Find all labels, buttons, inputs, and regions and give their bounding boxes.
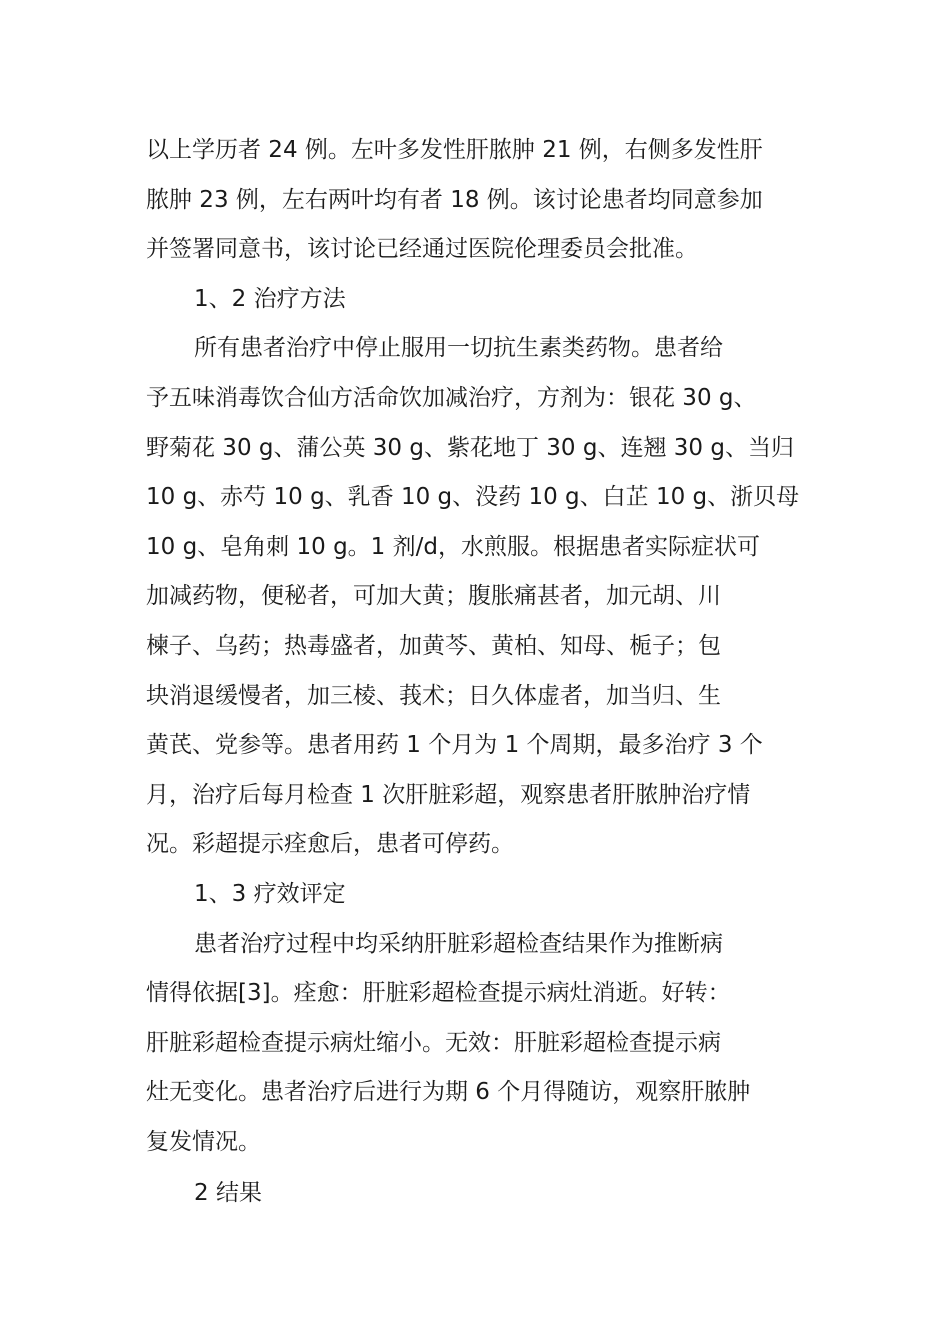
- text-line: 以上学历者 24 例。左叶多发性肝脓肿 21 例，右侧多发性肝: [146, 137, 763, 163]
- text-line: 灶无变化。患者治疗后进行为期 6 个月得随访，观察肝脓肿: [146, 1079, 751, 1106]
- text-line: 10 g、赤芍 10 g、乳香 10 g、没药 10 g、白芷 10 g、浙贝母: [146, 484, 800, 511]
- document-body: [146, 126, 811, 1219]
- text-line: 予五味消毒饮合仙方活命饮加减治疗，方剂为：银花 30 g、: [146, 384, 757, 411]
- text-line: 加减药物，便秘者，可加大黄；腹胀痛甚者，加元胡、川: [146, 583, 721, 610]
- text-line: 楝子、乌药；热毒盛者，加黄芩、黄柏、知母、栀子；包: [146, 632, 721, 659]
- text-line: 块消退缓慢者，加三棱、莪术；日久体虚者，加当归、生: [146, 682, 721, 709]
- text-line: 复发情况。: [146, 1128, 261, 1155]
- text-line: 患者治疗过程中均采纳肝脏彩超检查结果作为推断病: [194, 930, 723, 957]
- text-line: 肝脏彩超检查提示病灶缩小。无效：肝脏彩超检查提示病: [146, 1029, 721, 1056]
- text-line: 脓肿 23 例，左右两叶均有者 18 例。该讨论患者均同意参加: [146, 186, 763, 213]
- section-heading: 2 结果: [194, 1180, 262, 1207]
- text-line: 野菊花 30 g、蒲公英 30 g、紫花地丁 30 g、连翘 30 g、当归: [146, 434, 794, 461]
- text-line: 并签署同意书，该讨论已经通过医院伦理委员会批准。: [146, 236, 698, 263]
- text-line: 10 g、皂角刺 10 g。1 剂/d，水煎服。根据患者实际症状可: [146, 533, 760, 560]
- section-heading: 1、3 疗效评定: [194, 880, 346, 907]
- text-line: 黄芪、党参等。患者用药 1 个月为 1 个周期，最多治疗 3 个: [146, 732, 763, 759]
- text-line: 情得依据[3]。痊愈：肝脏彩超检查提示病灶消逝。好转：: [146, 980, 731, 1007]
- section-heading: 1、2 治疗方法: [194, 285, 346, 312]
- text-line: 况。彩超提示痊愈后，患者可停药。: [146, 831, 514, 858]
- text-line: 月，治疗后每月检查 1 次肝脏彩超，观察患者肝脓肿治疗情: [146, 781, 751, 808]
- text-line: 所有患者治疗中停止服用一切抗生素类药物。患者给: [194, 335, 723, 362]
